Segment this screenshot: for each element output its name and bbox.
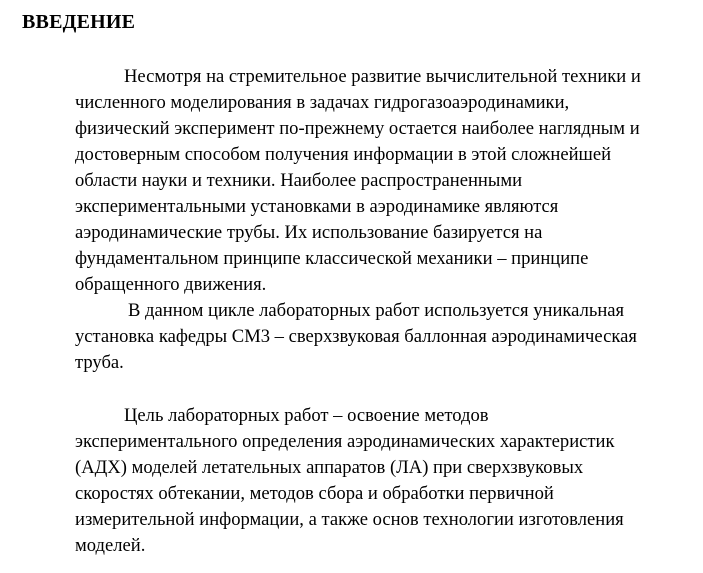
text-line: моделей.	[75, 535, 146, 556]
text-line: численного моделирования в задачах гидрогазоаэродинамики,	[75, 92, 570, 113]
text-line: скоростях обтекании, методов сбора и обработки первичной	[75, 483, 554, 504]
text-line: (АДХ) моделей летательных аппаратов (ЛА) при сверхзвуковых	[75, 457, 584, 478]
text-line: установка кафедры СМ3 – сверхзвуковая баллонная аэродинамическая	[75, 326, 637, 347]
text-line: достоверным способом получения информации в этой сложнейшей	[75, 144, 612, 165]
text-line: В данном цикле лабораторных работ используется уникальная	[128, 300, 625, 321]
text-line: измерительной информации, а также основ технологии изготовления	[75, 509, 624, 530]
text-line: Цель лабораторных работ – освоение методов	[124, 405, 489, 426]
text-line: физический эксперимент по-прежнему остается наиболее наглядным и	[75, 118, 640, 139]
text-line: области науки и техники. Наиболее распространенными	[75, 170, 523, 191]
section-heading: ВВЕДЕНИЕ	[22, 11, 136, 33]
text-line: аэродинамические трубы. Их использование базируется на	[75, 222, 543, 243]
text-line: экспериментального определения аэродинамических характеристик	[75, 431, 615, 452]
text-line: экспериментальными установками в аэродинамике являются	[75, 196, 559, 217]
text-line: Несмотря на стремительное развитие вычислительной техники и	[124, 66, 641, 87]
text-line: обращенного движения.	[75, 274, 267, 295]
text-line: труба.	[75, 352, 124, 373]
text-line: фундаментальном принципе классической механики – принципе	[75, 248, 589, 269]
